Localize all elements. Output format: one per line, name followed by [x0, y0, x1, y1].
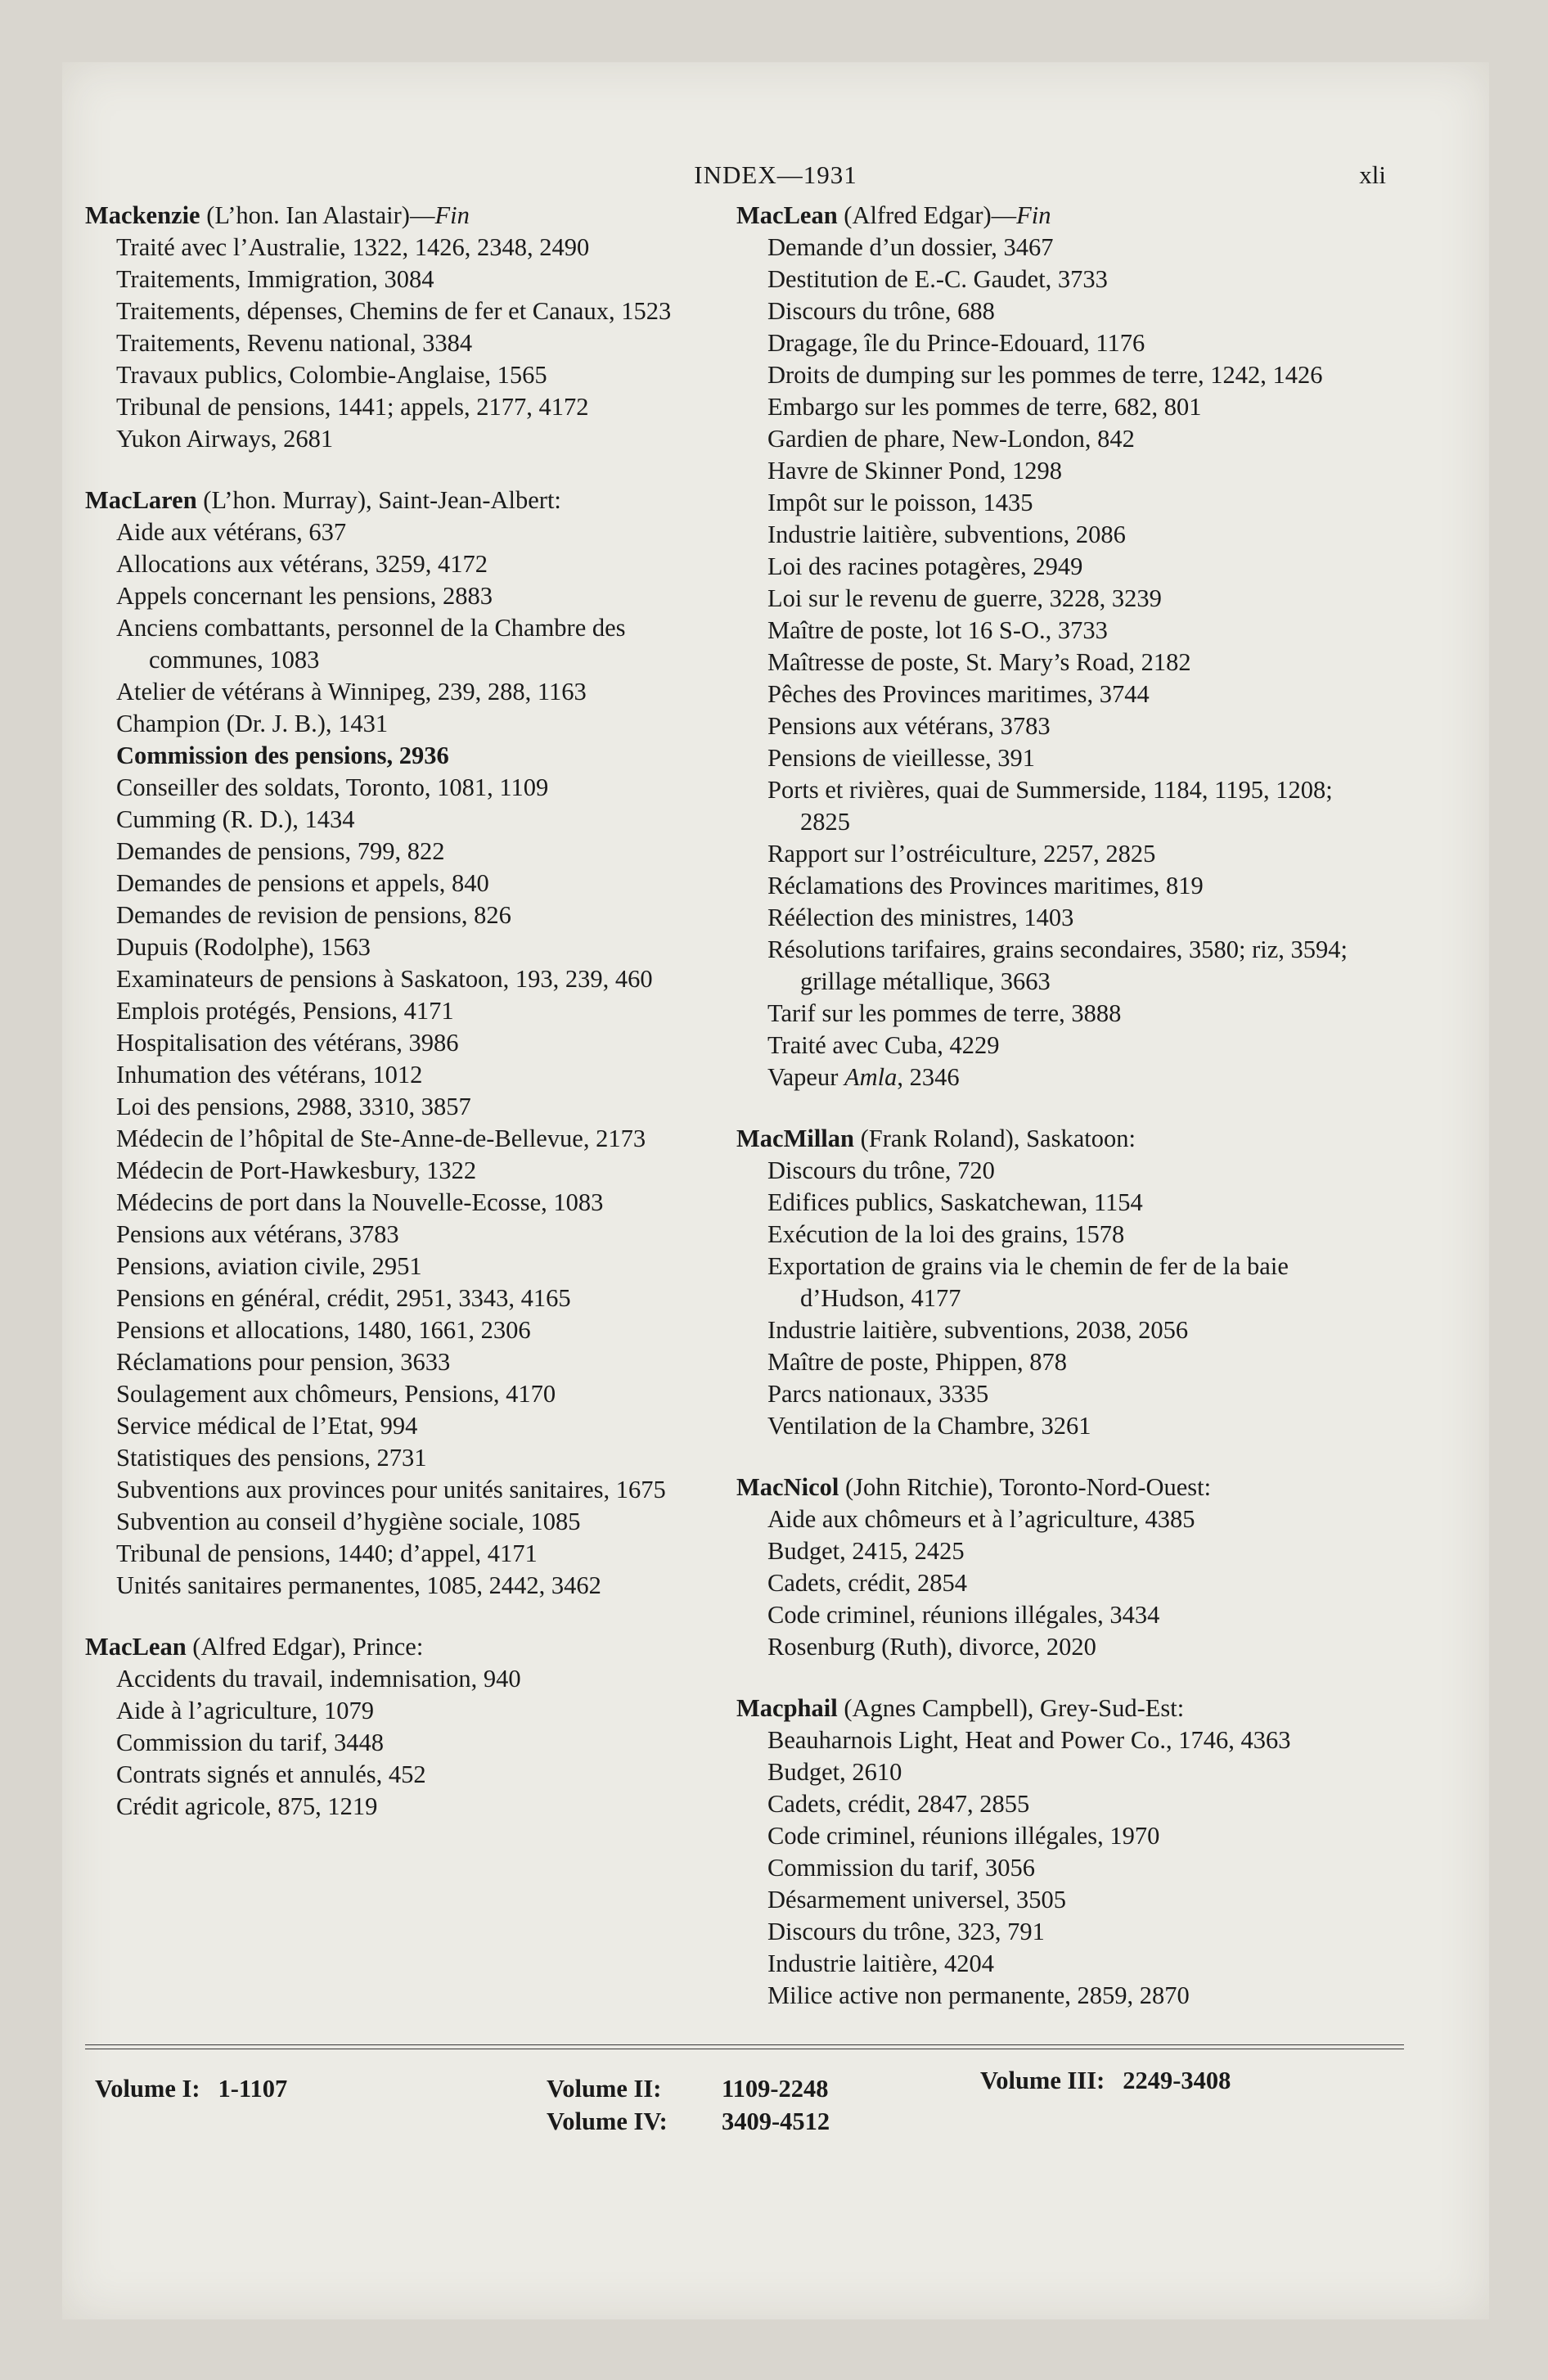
subentry: Accidents du travail, indemnisation, 940 [116, 1665, 521, 1693]
subentry: Aide aux chômeurs et à l’agriculture, 4385 [767, 1505, 1195, 1533]
subentry: Aide aux vétérans, 637 [116, 518, 347, 546]
page-number: xli [1359, 160, 1386, 189]
volume-label: Volume I: [95, 2075, 200, 2103]
volume-pages: 2249-3408 [1123, 2067, 1231, 2094]
subentry: Havre de Skinner Pond, 1298 [767, 457, 1063, 485]
subentry: Appels concernant les pensions, 2883 [116, 582, 493, 610]
subentry-list [736, 232, 1366, 1093]
subentry-list [736, 1155, 1366, 1442]
subentry: Discours du trône, 323, 791 [767, 1918, 1045, 1945]
subentry: Budget, 2610 [767, 1758, 902, 1786]
subentry: Gardien de phare, New-London, 842 [767, 425, 1135, 453]
subentry: Loi des racines potagères, 2949 [767, 552, 1083, 580]
subentry: Maître de poste, lot 16 S-O., 3733 [767, 616, 1108, 644]
subentry: Tribunal de pensions, 1441; appels, 2177, 4172 [116, 393, 589, 421]
member-details: (Alfred Edgar), Prince: [186, 1633, 424, 1661]
subentry: Service médical de l’Etat, 994 [116, 1412, 418, 1440]
volume-iv-range [547, 2105, 830, 2138]
subentry: Commission du tarif, 3448 [116, 1729, 385, 1756]
subentry: Réclamations des Provinces maritimes, 819 [767, 872, 1204, 899]
subentry-list [85, 1663, 715, 1823]
subentry: Désarmement universel, 3505 [767, 1886, 1067, 1913]
index-entry [736, 1123, 1366, 1442]
subentry: Cadets, crédit, 2847, 2855 [767, 1790, 1030, 1818]
volume-label: Volume II: [547, 2075, 662, 2103]
index-column-right [736, 200, 1366, 2041]
member-name: MacLean [736, 201, 838, 229]
subentry: Pensions aux vétérans, 3783 [767, 712, 1051, 740]
subentry: Anciens combattants, personnel de la Chambre des communes, 1083 [116, 614, 626, 674]
subentry: Champion (Dr. J. B.), 1431 [116, 710, 389, 737]
subentry: Destitution de E.-C. Gaudet, 3733 [767, 265, 1108, 293]
subentry: Commission du tarif, 3056 [767, 1854, 1036, 1882]
volume-i-range [95, 2072, 287, 2105]
subentry: Milice active non permanente, 2859, 2870 [767, 1981, 1190, 2009]
member-name: MacLean [85, 1633, 187, 1661]
subentry: Réélection des ministres, 1403 [767, 904, 1074, 931]
entry-heading [85, 1631, 715, 1663]
member-details: (John Ritchie), Toronto-Nord-Ouest: [839, 1473, 1212, 1501]
subentry: Traité avec Cuba, 4229 [767, 1031, 1000, 1059]
member-name: Macphail [736, 1694, 838, 1722]
subentry: Vapeur Amla, 2346 [767, 1063, 960, 1091]
subentry: Discours du trône, 720 [767, 1156, 995, 1184]
subentry: Médecin de l’hôpital de Ste-Anne-de-Bellevue, 2173 [116, 1125, 646, 1152]
subentry: Examinateurs de pensions à Saskatoon, 193, 239, 460 [116, 965, 653, 993]
page-title: INDEX—1931 [694, 160, 857, 189]
subentry: Résolutions tarifaires, grains secondaires, 3580; riz, 3594; grillage métallique, 3663 [767, 935, 1348, 995]
subentry: Pensions et allocations, 1480, 1661, 2306 [116, 1316, 531, 1344]
entry-heading [736, 200, 1366, 232]
subentry: Tarif sur les pommes de terre, 3888 [767, 999, 1122, 1027]
index-entry [736, 200, 1366, 1093]
continuation-marker: Fin [434, 201, 470, 229]
subentry: Réclamations pour pension, 3633 [116, 1348, 451, 1376]
subentry: Emplois protégés, Pensions, 4171 [116, 997, 454, 1025]
subentry: Travaux publics, Colombie-Anglaise, 1565 [116, 361, 547, 389]
subentry: Pêches des Provinces maritimes, 3744 [767, 680, 1150, 708]
member-details: (Agnes Campbell), Grey-Sud-Est: [837, 1694, 1185, 1722]
subentry: Maître de poste, Phippen, 878 [767, 1348, 1067, 1376]
subentry: Edifices publics, Saskatchewan, 1154 [767, 1188, 1143, 1216]
index-entry [85, 1631, 715, 1823]
subentry: Dragage, île du Prince-Edouard, 1176 [767, 329, 1145, 357]
entry-heading [85, 200, 715, 232]
volume-label: Volume IV: [547, 2107, 668, 2135]
subentry: Yukon Airways, 2681 [116, 425, 334, 453]
subentry: Exécution de la loi des grains, 1578 [767, 1220, 1125, 1248]
volume-ii-range [547, 2072, 828, 2105]
subentry: Commission des pensions, 2936 [116, 741, 449, 769]
subentry-list [85, 516, 715, 1602]
member-name: MacMillan [736, 1125, 854, 1152]
continuation-marker: Fin [1016, 201, 1051, 229]
subentry: Ventilation de la Chambre, 3261 [767, 1412, 1091, 1440]
index-entry [736, 1472, 1366, 1663]
subentry-list [736, 1503, 1366, 1663]
subentry: Cumming (R. D.), 1434 [116, 805, 355, 833]
subentry: Droits de dumping sur les pommes de terre, 1242, 1426 [767, 361, 1323, 389]
index-entry [85, 200, 715, 455]
member-details: (L’hon. Ian Alastair)— [200, 201, 435, 229]
subentry: Allocations aux vétérans, 3259, 4172 [116, 550, 488, 578]
subentry: Demandes de revision de pensions, 826 [116, 901, 511, 929]
subentry: Unités sanitaires permanentes, 1085, 2442, 3462 [116, 1571, 601, 1599]
subentry: Industrie laitière, subventions, 2086 [767, 521, 1126, 548]
subentry: Exportation de grains via le chemin de fer de la baie d’Hudson, 4177 [767, 1252, 1289, 1312]
subentry: Hospitalisation des vétérans, 3986 [116, 1029, 459, 1057]
subentry: Tribunal de pensions, 1440; d’appel, 4171 [116, 1539, 538, 1567]
member-name: MacNicol [736, 1473, 839, 1501]
entry-heading [85, 485, 715, 516]
subentry: Traité avec l’Australie, 1322, 1426, 2348, 2490 [116, 233, 590, 261]
subentry: Soulagement aux chômeurs, Pensions, 4170 [116, 1380, 556, 1408]
subentry: Industrie laitière, 4204 [767, 1950, 994, 1977]
volume-label: Volume III: [980, 2067, 1105, 2094]
member-details: (L’hon. Murray), Saint-Jean-Albert: [196, 486, 561, 514]
subentry: Inhumation des vétérans, 1012 [116, 1061, 423, 1089]
subentry: Statistiques des pensions, 2731 [116, 1444, 427, 1472]
entry-heading [736, 1123, 1366, 1155]
volume-pages: 1-1107 [218, 2075, 288, 2103]
volume-iii-range [980, 2064, 1231, 2097]
subentry: Maîtresse de poste, St. Mary’s Road, 2182 [767, 648, 1191, 676]
entry-heading [736, 1693, 1366, 1724]
member-details: (Alfred Edgar)— [837, 201, 1017, 229]
subentry: Demandes de pensions, 799, 822 [116, 837, 445, 865]
member-details: (Frank Roland), Saskatoon: [854, 1125, 1136, 1152]
subentry: Loi des pensions, 2988, 3310, 3857 [116, 1093, 471, 1120]
subentry: Aide à l’agriculture, 1079 [116, 1697, 375, 1724]
index-entry [736, 1693, 1366, 2012]
subentry: Crédit agricole, 875, 1219 [116, 1792, 378, 1820]
subentry: Ports et rivières, quai de Summerside, 1184, 1195, 1208; 2825 [767, 776, 1333, 836]
subentry: Traitements, dépenses, Chemins de fer et Canaux, 1523 [116, 297, 672, 325]
subentry: Code criminel, réunions illégales, 3434 [767, 1601, 1160, 1629]
member-name: Mackenzie [85, 201, 200, 229]
subentry: Contrats signés et annulés, 452 [116, 1760, 426, 1788]
subentry: Pensions aux vétérans, 3783 [116, 1220, 399, 1248]
subentry: Demandes de pensions et appels, 840 [116, 869, 489, 897]
subentry-list [736, 1724, 1366, 2012]
subentry: Impôt sur le poisson, 1435 [767, 489, 1033, 516]
entry-heading [736, 1472, 1366, 1503]
index-column-left [85, 200, 715, 1852]
index-entry [85, 485, 715, 1602]
member-name: MacLaren [85, 486, 197, 514]
subentry: Code criminel, réunions illégales, 1970 [767, 1822, 1160, 1850]
subentry: Pensions, aviation civile, 2951 [116, 1252, 422, 1280]
subentry: Rapport sur l’ostréiculture, 2257, 2825 [767, 840, 1156, 868]
subentry: Dupuis (Rodolphe), 1563 [116, 933, 371, 961]
subentry: Beauharnois Light, Heat and Power Co., 1746, 4363 [767, 1726, 1291, 1754]
subentry: Embargo sur les pommes de terre, 682, 801 [767, 393, 1202, 421]
subentry: Demande d’un dossier, 3467 [767, 233, 1054, 261]
subentry: Industrie laitière, subventions, 2038, 2056 [767, 1316, 1189, 1344]
volume-pages: 1109-2248 [722, 2075, 829, 2103]
subentry: Médecin de Port-Hawkesbury, 1322 [116, 1156, 477, 1184]
subentry: Subvention au conseil d’hygiène sociale, 1085 [116, 1508, 581, 1535]
subentry: Atelier de vétérans à Winnipeg, 239, 288, 1163 [116, 678, 587, 705]
subentry: Pensions en général, crédit, 2951, 3343, 4165 [116, 1284, 571, 1312]
subentry: Budget, 2415, 2425 [767, 1537, 965, 1565]
subentry: Cadets, crédit, 2854 [767, 1569, 967, 1597]
subentry: Discours du trône, 688 [767, 297, 995, 325]
subentry: Loi sur le revenu de guerre, 3228, 3239 [767, 584, 1162, 612]
footer-rule [85, 2044, 1404, 2045]
subentry: Médecins de port dans la Nouvelle-Ecosse, 1083 [116, 1188, 604, 1216]
subentry: Traitements, Immigration, 3084 [116, 265, 434, 293]
subentry: Pensions de vieillesse, 391 [767, 744, 1035, 772]
subentry: Conseiller des soldats, Toronto, 1081, 1109 [116, 773, 549, 801]
subentry: Rosenburg (Ruth), divorce, 2020 [767, 1633, 1096, 1661]
subentry: Subventions aux provinces pour unités sanitaires, 1675 [116, 1476, 666, 1503]
subentry: Parcs nationaux, 3335 [767, 1380, 989, 1408]
subentry-list [85, 232, 715, 455]
subentry: Traitements, Revenu national, 3384 [116, 329, 473, 357]
volume-pages: 3409-4512 [722, 2107, 830, 2135]
